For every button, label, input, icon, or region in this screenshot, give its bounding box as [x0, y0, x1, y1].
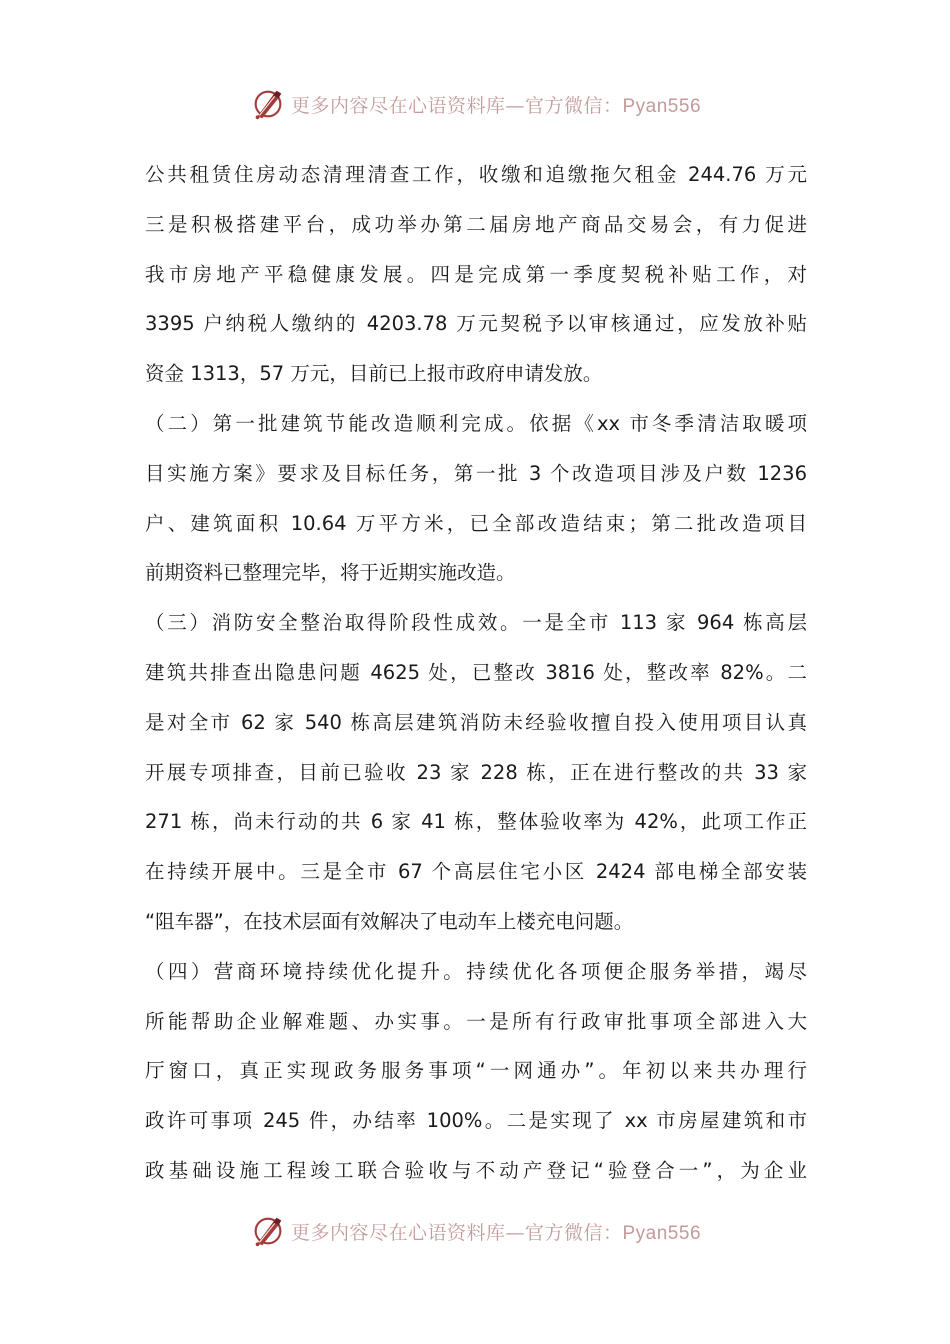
- text-line: 所能帮助企业解难题、办实事。一是所有行政审批事项全部进入大: [145, 1009, 807, 1033]
- text-line: 3395 户纳税人缴纳的 4203.78 万元契税予以审核通过，应发放补贴: [145, 312, 807, 336]
- watermark-text: 更多内容尽在心语资料库—官方微信：: [290, 94, 623, 117]
- text-line: 271 栋，尚未行动的共 6 家 41 栋，整体验收率为 42%，此项工作正: [145, 810, 807, 834]
- text-line: 在持续开展中。三是全市 67 个高层住宅小区 2424 部电梯全部安装: [145, 860, 807, 884]
- text-line: 户、建筑面积 10.64 万平方米，已全部改造结束；第二批改造项目: [145, 511, 807, 535]
- text-line: 厅窗口，真正实现政务服务事项“一网通办”。年初以来共办理行: [145, 1059, 807, 1083]
- text-line: 资金 1313，57 万元，目前已上报市政府申请发放。: [145, 362, 603, 386]
- text-line: 三是积极搭建平台，成功举办第二届房地产商品交易会，有力促进: [145, 212, 807, 236]
- footer-watermark: [0, 1209, 950, 1253]
- text-line: 前期资料已整理完毕，将于近期实施改造。: [145, 561, 516, 585]
- text-line: 公共租赁住房动态清理清查工作，收缴和追缴拖欠租金 244.76 万元: [145, 163, 807, 186]
- text-line: （四）营商环境持续优化提升。持续优化各项便企服务举措，竭尽: [145, 959, 807, 983]
- pen-nib-logo-icon: [249, 85, 287, 123]
- text-line: 政许可事项 245 件，办结率 100%。二是实现了 xx 市房屋建筑和市: [145, 1109, 807, 1133]
- text-line: 我市房地产平稳健康发展。四是完成第一季度契税补贴工作，对: [145, 262, 807, 286]
- text-line: （三）消防安全整治取得阶段性成效。一是全市 113 家 964 栋高层: [145, 611, 807, 635]
- pen-nib-logo-icon: [249, 1212, 287, 1250]
- text-line: 开展专项排查，目前已验收 23 家 228 栋，正在进行整改的共 33 家: [145, 760, 807, 784]
- header-watermark: [0, 82, 950, 126]
- watermark-text: 更多内容尽在心语资料库—官方微信：: [290, 1221, 623, 1244]
- watermark-wechat-id: Pyan556: [622, 1222, 702, 1244]
- text-line: 目实施方案》要求及目标任务，第一批 3 个改造项目涉及户数 1236: [145, 461, 807, 485]
- text-line: （二）第一批建筑节能改造顺利完成。依据《xx 市冬季清洁取暖项: [145, 411, 807, 435]
- text-line: 政基础设施工程竣工联合验收与不动产登记“验登合一”，为企业: [145, 1158, 807, 1182]
- text-line: 是对全市 62 家 540 栋高层建筑消防未经验收擅自投入使用项目认真: [145, 710, 807, 734]
- text-line: 建筑共排查出隐患问题 4625 处，已整改 3816 处，整改率 82%。二: [145, 660, 807, 684]
- text-line: “阻车器”，在技术层面有效解决了电动车上楼充电问题。: [145, 909, 634, 933]
- watermark-wechat-id: Pyan556: [622, 95, 702, 117]
- document-body: [145, 150, 807, 1196]
